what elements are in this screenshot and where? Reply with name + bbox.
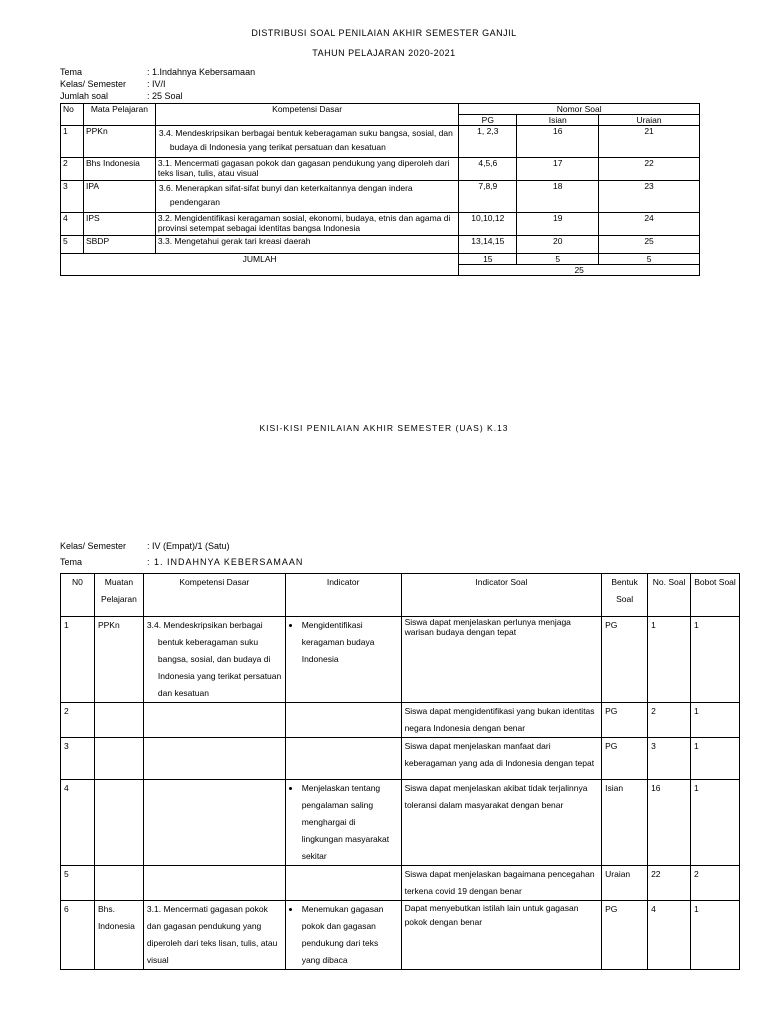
cell-indicator-soal: Siswa dapat menjelaskan perlunya menjaga warisan budaya dengan tepat xyxy=(401,617,602,703)
table-row xyxy=(61,213,700,236)
header-mata-pelajaran: Mata Pelajaran xyxy=(83,104,155,126)
table-row xyxy=(61,617,740,703)
header-kompetensi-dasar: Kompetensi Dasar xyxy=(155,104,458,126)
header-no: N0 xyxy=(61,574,95,617)
cell-muatan xyxy=(94,780,143,866)
jumlah-label: JUMLAH xyxy=(61,254,459,276)
cell-muatan xyxy=(94,703,143,738)
cell-uraian: 22 xyxy=(599,158,700,181)
cell-mapel: Bhs Indonesia xyxy=(83,158,155,181)
cell-no: 2 xyxy=(61,703,95,738)
table-row xyxy=(61,780,740,866)
header-uraian: Uraian xyxy=(599,115,700,126)
cell-kd xyxy=(143,703,285,738)
cell-pg: 4,5,6 xyxy=(459,158,517,181)
cell-uraian: 21 xyxy=(599,126,700,158)
cell-bentuk: PG xyxy=(602,738,648,780)
doc2-info-label-kelas: Kelas/ Semester xyxy=(60,541,127,551)
cell-indicator xyxy=(285,617,401,703)
cell-bentuk: PG xyxy=(602,703,648,738)
header-bentuk-soal: Bentuk Soal xyxy=(602,574,648,617)
cell-isian: 17 xyxy=(517,158,599,181)
cell-kd: 3.1. Mencermati gagasan pokok dan gagasan pendukung yang diperoleh dari teks lisan, tulis, atau visual xyxy=(143,901,285,970)
cell-mapel: IPS xyxy=(83,213,155,236)
cell-mapel: PPKn xyxy=(83,126,155,158)
jumlah-total: 25 xyxy=(459,265,700,276)
cell-muatan: Bhs. Indonesia xyxy=(94,901,143,970)
cell-nomor: 22 xyxy=(648,866,691,901)
doc1-info-label-tema: Tema xyxy=(60,67,83,77)
doc1-info-value-kelas: : IV/I xyxy=(147,79,166,89)
cell-uraian: 24 xyxy=(599,213,700,236)
header-indicator: Indicator xyxy=(285,574,401,617)
cell-no: 2 xyxy=(61,158,84,181)
header-isian: Isian xyxy=(517,115,599,126)
cell-pg: 13,14,15 xyxy=(459,236,517,254)
indicator-bullet: • Mengidentifikasi keragaman budaya Indonesia xyxy=(301,617,398,668)
cell-kd: 3.2. Mengidentifikasi keragaman sosial, ekonomi, budaya, etnis dan agama di provinsi setempat sebagai identitas bangsa Indonesia xyxy=(155,213,458,236)
table-row xyxy=(61,703,740,738)
table-row xyxy=(61,738,740,780)
cell-indicator-soal: Siswa dapat menjelaskan akibat tidak terjalinnya toleransi dalam masyarakat dengan benar xyxy=(401,780,602,866)
indicator-bullet: • Menemukan gagasan pokok dan gagasan pendukung dari teks yang dibaca xyxy=(301,901,398,969)
cell-no: 3 xyxy=(61,181,84,213)
doc1-info-label-jumlah: Jumlah soal xyxy=(60,91,109,101)
doc1-info-value-tema: : 1.Indahnya Kebersamaan xyxy=(147,67,256,77)
header-bobot-soal: Bobot Soal xyxy=(691,574,740,617)
cell-isian: 20 xyxy=(517,236,599,254)
kisi-kisi-table xyxy=(60,573,740,970)
doc2-info-value-kelas: : IV (Empat)/1 (Satu) xyxy=(147,541,230,551)
cell-nomor: 2 xyxy=(648,703,691,738)
cell-indicator-soal: Siswa dapat menjelaskan bagaimana pencegahan terkena covid 19 dengan benar xyxy=(401,866,602,901)
cell-kd: 3.6. Menerapkan sifat-sifat bunyi dan keterkaitannya dengan indera pendengaran xyxy=(155,181,458,213)
cell-no: 1 xyxy=(61,617,95,703)
doc1-title-line1: DISTRIBUSI SOAL PENILAIAN AKHIR SEMESTER GANJIL xyxy=(251,28,517,38)
cell-nomor: 4 xyxy=(648,901,691,970)
cell-indicator xyxy=(285,780,401,866)
table-row xyxy=(61,901,740,970)
header-muatan-pelajaran: Muatan Pelajaran xyxy=(94,574,143,617)
cell-isian: 18 xyxy=(517,181,599,213)
table-row xyxy=(61,158,700,181)
table-row xyxy=(61,236,700,254)
cell-bentuk: Uraian xyxy=(602,866,648,901)
header-pg: PG xyxy=(459,115,517,126)
cell-nomor: 3 xyxy=(648,738,691,780)
cell-bobot: 1 xyxy=(691,780,740,866)
cell-indicator xyxy=(285,866,401,901)
cell-no: 5 xyxy=(61,866,95,901)
cell-uraian: 25 xyxy=(599,236,700,254)
cell-nomor: 1 xyxy=(648,617,691,703)
cell-indicator xyxy=(285,703,401,738)
cell-kd xyxy=(143,738,285,780)
doc1-title-line2: TAHUN PELAJARAN 2020-2021 xyxy=(312,48,456,58)
cell-indicator xyxy=(285,738,401,780)
cell-no: 1 xyxy=(61,126,84,158)
header-no: No xyxy=(61,104,84,126)
doc1-info-value-jumlah: : 25 Soal xyxy=(147,91,183,101)
table-row xyxy=(61,866,740,901)
cell-no: 4 xyxy=(61,213,84,236)
cell-bobot: 1 xyxy=(691,703,740,738)
header-no-soal: No. Soal xyxy=(648,574,691,617)
cell-kd: 3.3. Mengetahui gerak tari kreasi daerah xyxy=(155,236,458,254)
cell-no: 4 xyxy=(61,780,95,866)
cell-isian: 16 xyxy=(517,126,599,158)
header-nomor-soal: Nomor Soal xyxy=(459,104,700,115)
distribution-table xyxy=(60,103,700,276)
cell-nomor: 16 xyxy=(648,780,691,866)
cell-bobot: 1 xyxy=(691,901,740,970)
cell-no: 3 xyxy=(61,738,95,780)
cell-bentuk: Isian xyxy=(602,780,648,866)
cell-pg: 1, 2,3 xyxy=(459,126,517,158)
cell-mapel: SBDP xyxy=(83,236,155,254)
header-indicator-soal: Indicator Soal xyxy=(401,574,602,617)
jumlah-isian: 5 xyxy=(517,254,599,265)
doc2-info-value-tema: : 1. INDAHNYA KEBERSAMAAN xyxy=(147,557,304,567)
cell-pg: 7,8,9 xyxy=(459,181,517,213)
jumlah-row xyxy=(61,254,700,265)
cell-isian: 19 xyxy=(517,213,599,236)
cell-bentuk: PG xyxy=(602,901,648,970)
cell-kd: 3.4. Mendeskripsikan berbagai bentuk keberagaman suku bangsa, sosial, dan budaya di Indonesia yang terikat persatuan dan kesatuan xyxy=(155,126,458,158)
cell-kd: 3.4. Mendeskripsikan berbagai bentuk keberagaman suku bangsa, sosial, dan budaya di Indonesia yang terikat persatuan dan kesatuan xyxy=(143,617,285,703)
header-kompetensi-dasar: Kompetensi Dasar xyxy=(143,574,285,617)
cell-kd xyxy=(143,780,285,866)
cell-mapel: IPA xyxy=(83,181,155,213)
cell-muatan xyxy=(94,866,143,901)
jumlah-pg: 15 xyxy=(459,254,517,265)
cell-indicator xyxy=(285,901,401,970)
doc2-title: KISI-KISI PENILAIAN AKHIR SEMESTER (UAS) K.13 xyxy=(259,423,509,433)
cell-kd xyxy=(143,866,285,901)
jumlah-uraian: 5 xyxy=(599,254,700,265)
cell-no: 6 xyxy=(61,901,95,970)
cell-indicator-soal: Dapat menyebutkan istilah lain untuk gagasan pokok dengan benar xyxy=(401,901,602,970)
cell-indicator-soal: Siswa dapat mengidentifikasi yang bukan identitas negara Indonesia dengan benar xyxy=(401,703,602,738)
cell-indicator-soal: Siswa dapat menjelaskan manfaat dari keberagaman yang ada di Indonesia dengan tepat xyxy=(401,738,602,780)
cell-bobot: 2 xyxy=(691,866,740,901)
doc1-info-label-kelas: Kelas/ Semester xyxy=(60,79,127,89)
cell-no: 5 xyxy=(61,236,84,254)
doc2-info-label-tema: Tema xyxy=(60,557,83,567)
cell-muatan xyxy=(94,738,143,780)
indicator-bullet: • Menjelaskan tentang pengalaman saling menghargai di lingkungan masyarakat sekitar xyxy=(301,780,398,865)
cell-bobot: 1 xyxy=(691,617,740,703)
cell-muatan: PPKn xyxy=(94,617,143,703)
table-row xyxy=(61,126,700,158)
cell-uraian: 23 xyxy=(599,181,700,213)
table-row xyxy=(61,181,700,213)
cell-bentuk: PG xyxy=(602,617,648,703)
cell-pg: 10,10,12 xyxy=(459,213,517,236)
cell-kd: 3.1. Mencermati gagasan pokok dan gagasan pendukung yang diperoleh dari teks lisan, tulis, atau visual xyxy=(155,158,458,181)
cell-bobot: 1 xyxy=(691,738,740,780)
